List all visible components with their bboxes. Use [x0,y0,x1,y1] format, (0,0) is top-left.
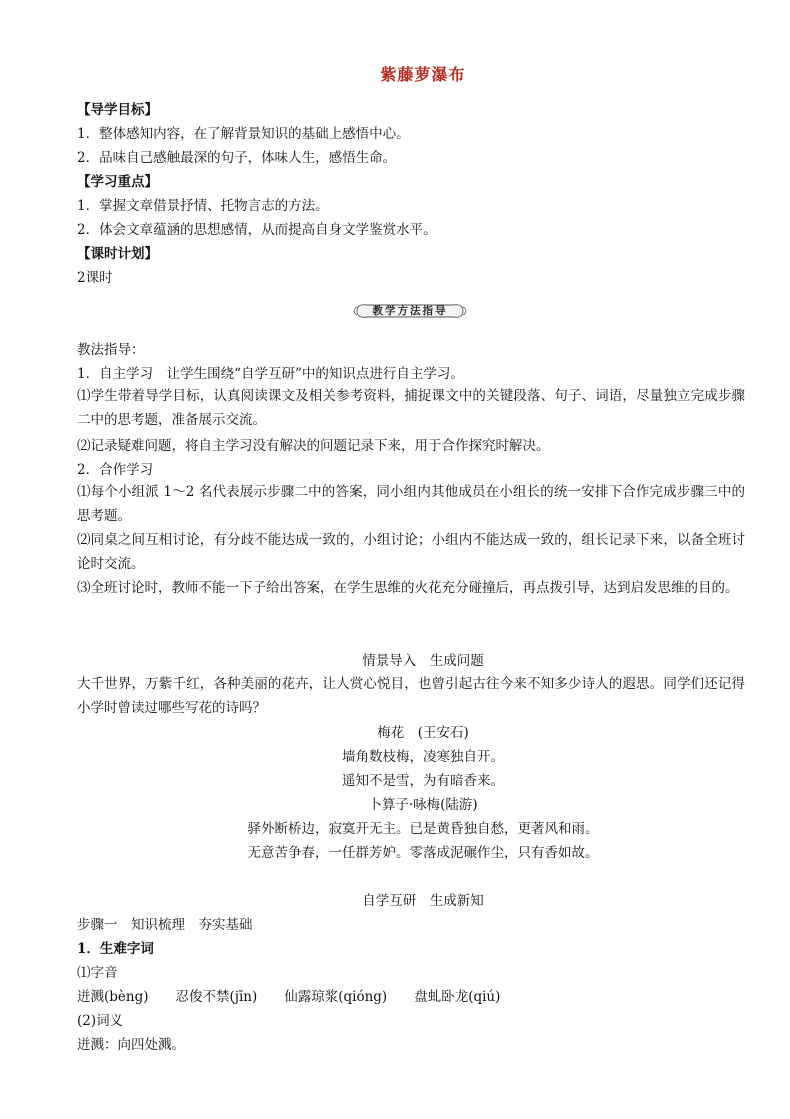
plan-value: 2课时 [77,270,113,286]
meaning-item: 迸溅：向四处溅。 [77,1037,185,1053]
vocab-title: 1．生难字词 [77,941,154,957]
method-item-2-paragraph-2: ⑵同桌之间互相讨论，有分歧不能达成一致的，小组讨论；小组内不能达成一致的，组长记录下来，以备全班讨论时交流。 [77,532,745,572]
method-item-2-title: 2．合作学习 [77,462,154,478]
method-item-2-paragraph-3: ⑶全班讨论时，教师不能一下子给出答案，在学生思维的火花充分碰撞后，再点拨引导，达到启发思维的目的。 [77,580,739,596]
study-step-1: 步骤一 知识梳理 夯实基础 [77,917,253,933]
goal-item-1: 1．整体感知内容，在了解背景知识的基础上感悟中心。 [77,126,410,142]
method-item-2-paragraph-1: ⑴每个小组派 1～2 名代表展示步骤二中的答案，同小组内其他成员在小组长的统一安排下合作完成步骤三中的思考题。 [77,484,745,524]
focus-item-2: 2．体会文章蕴涵的思想感情，从而提高自身文学鉴赏水平。 [77,222,437,238]
banner-label: 教学方法指导 [372,305,448,317]
method-heading: 教法指导： [77,342,145,358]
intro-heading: 情景导入 生成问题 [362,653,484,669]
poem-1-line-2: 遥知不是雪，为有暗香来。 [342,773,504,789]
document-title: 紫藤萝瀑布 [380,65,466,84]
poem-1-title: 梅花 (王安石) [377,725,469,741]
method-item-1-paragraph-1: ⑴学生带着导学目标，认真阅读课文及相关参考资料，捕捉课文中的关键段落、句子、词语，尽量独立完成步骤二中的思考题，准备展示交流。 [77,388,745,428]
pronunciation-items: 迸溅(bèng) 忍俊不禁(jīn) 仙露琼浆(qióng) 盘虬卧龙(qiú) [77,989,501,1005]
focus-item-1: 1．掌握文章借景抒情、托物言志的方法。 [77,198,329,214]
study-heading: 自学互研 生成新知 [362,893,484,909]
poem-1-line-1: 墙角数枝梅，凌寒独自开。 [342,749,504,765]
intro-paragraph: 大千世界，万紫千红，各种美丽的花卉，让人赏心悦目，也曾引起古往今来不知多少诗人的遐思。同学们还记得小学时曾读过哪些写花的诗吗？ [77,676,745,716]
section-banner [353,302,467,320]
pronunciation-label: ⑴字音 [77,965,118,981]
goals-heading: 【导学目标】 [77,102,158,118]
poem-2-line-2: 无意苦争春，一任群芳妒。零落成泥碾作尘，只有香如故。 [247,845,599,861]
poem-2-line-1: 驿外断桥边，寂寞开无主。已是黄昏独自愁，更著风和雨。 [247,821,599,837]
plan-heading: 【课时计划】 [77,246,158,262]
method-item-1-paragraph-2: ⑵记录疑难问题，将自主学习没有解决的问题记录下来，用于合作探究时解决。 [77,438,550,454]
meaning-label: (2)词义 [77,1013,124,1029]
focus-heading: 【学习重点】 [77,174,158,190]
goal-item-2: 2．品味自己感触最深的句子，体味人生，感悟生命。 [77,150,397,166]
poem-2-title: 卜算子·咏梅(陆游) [368,797,478,813]
method-item-1-title: 1．自主学习 让学生围绕“自学互研”中的知识点进行自主学习。 [77,366,464,382]
